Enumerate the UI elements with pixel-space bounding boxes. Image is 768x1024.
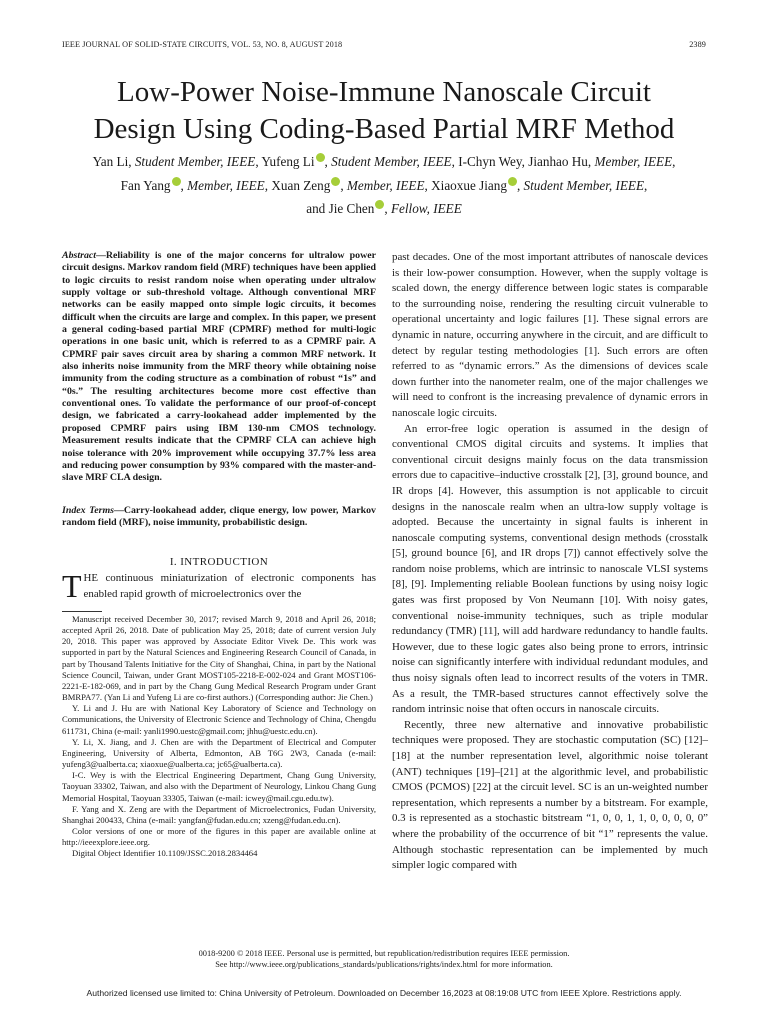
index-terms-label: Index Terms	[62, 505, 114, 516]
orcid-icon[interactable]	[172, 177, 181, 186]
abstract	[62, 250, 376, 485]
author-role: Student Member, IEEE	[134, 154, 256, 169]
orcid-icon[interactable]	[331, 177, 340, 186]
copyright-line: 0018-9200 © 2018 IEEE. Personal use is permitted, but republication/redistribution requires IEEE permission.	[198, 949, 570, 958]
abstract-label: Abstract	[62, 250, 97, 261]
title-line-2: Design Using Coding-Based Partial MRF Method	[93, 113, 675, 145]
orcid-icon[interactable]	[375, 200, 384, 209]
right-column	[392, 250, 708, 874]
download-notice: Authorized licensed use limited to: China University of Petroleum. Downloaded on December 16,2023 at 08:19:08 UTC from IEEE Xplore. Restrictions apply.	[86, 988, 682, 998]
footnotes	[62, 614, 376, 859]
rights-link[interactable]: See http://www.ieee.org/publications_standards/publications/rights/index.html for more information.	[215, 960, 553, 969]
orcid-icon[interactable]	[508, 177, 517, 186]
author-role: Member, IEEE	[594, 154, 673, 169]
abstract-text: —Reliability is one of the major concerns for ultralow power circuit designs. Markov random field (MRF) techniques have been applied to logic circuits to resist random noise when operating under ultralow supply voltage or sub-threshold voltage. Although conventional MRF networks can be easily mapped onto simple logic circuits, it becomes difficult when the circuits are large and complex. In this paper, we present a general coding-based partial MRF (CPMRF) method for multi-logic operations in one basic unit, which is referred to as a CPMRF pair. A CPMRF pair saves circuit area by sharing a common MRF network. It also inherits noise immunity from the MRF theory while obtaining noise immunity from the coding structure as a combination of robust “1s” and “0s.” The resulting architectures become more cost effective than conventional ones. To validate the performance of our proof-of-concept design, we fabricated a carry-lookahead adder implemented by the proposed CPMRF pairs using IBM 130-nm CMOS technology. Measurement results indicate that the CPMRF CLA can achieve high noise tolerance with 20% improvement while occupying 37.7% less area and reducing power consumption by 93% compared with the master-and-slave MRF CLA design.	[62, 250, 376, 484]
title-line-1: Low-Power Noise-Immune Nanoscale Circuit	[117, 76, 651, 108]
journal-info: IEEE JOURNAL OF SOLID-STATE CIRCUITS, VOL. 53, NO. 8, AUGUST 2018	[62, 40, 343, 49]
footnote: Color versions of one or more of the figures in this paper are available online at http://ieeexplore.ieee.org.	[62, 825, 376, 848]
author-list	[40, 150, 728, 221]
author-role: Member, IEEE	[346, 177, 425, 193]
footnote: Manuscript received December 30, 2017; revised March 9, 2018 and April 26, 2018; accepted April 26, 2018. Date of publication May 25, 2018; date of current version July 20, 2018. This paper was approved by Associate Editor Vivek De. This work was supported in part by the Natural Sciences and Engineering Research Council of Canada, in part by Thousand Talents Initiative for the City of Shanghai, China, in part by the National Science Council, Taiwan, under Grant MOST105-2218-E-002-024 and Grant MOST106-2221-E-182-069, and in part by the Chang Gung Medical Research Program under Grant BMRPA77. (Yan Li and Yufeng Li are co-first authors.) (Corresponding author: Jie Chen.)	[62, 614, 376, 703]
footnote: F. Yang and X. Zeng are with the Department of Microelectronics, Fudan University, Shanghai 200433, China (e-mail: yangfan@fudan.edu.cn; xzeng@fudan.edu.cn).	[62, 803, 376, 825]
author-role: Fellow, IEEE	[390, 201, 462, 216]
paper-title	[40, 74, 728, 148]
author-line-3: and Jie Chen , Fellow, IEEE	[306, 201, 462, 216]
author-name: and Jie Chen	[306, 201, 375, 216]
section-heading: I. INTRODUCTION	[169, 556, 269, 568]
body-paragraph: past decades. One of the most important attributes of nanoscale devices is their low-power consumption. However, when the supply voltage is scaled down, the energy difference between logic states is comparable to the surrounding noise, rendering the resulting circuit vulnerable to operational uncertainty and logic failures [1]. These signal errors are dynamic in nature, occurring anywhere in the circuit, and are difficult to detect by regular testing methodologies [1]. Such errors are often referred to as “dynamic errors.” As the dimensions of devices scale down further into the nanometer realm, one of the major challenges we will need to confront is the increasing prevalence of dynamic errors in nanoscale logic circuits.	[392, 251, 708, 419]
running-header	[62, 40, 706, 52]
page-number: 2389	[689, 40, 706, 49]
footnote: Y. Li and J. Hu are with National Key Laboratory of Science and Technology on Communications, the University of Electronic Science and Technology of China, Chengdu 611731, China (e-mail: yanli1990.uestc@gmail.com; jhhu@uestc.edu.cn).	[62, 703, 376, 736]
intro-paragraph	[62, 568, 376, 604]
author-role: Member, IEEE	[187, 177, 265, 193]
copyright-notice	[62, 948, 706, 970]
author-name: Yan Li,	[92, 154, 132, 169]
body-paragraph: An error-free logic operation is assumed in the design of conventional CMOS digital circuits and systems. It implies that conventional circuit designs mainly focus on the data transmission errors due to capacitive–inductive crosstalk [2], [3], ground bounce, and IR drops [4]. However, this assumption is not applicable to circuit designs in the nanoscale realm when an ultra-low supply voltage is adopted. Because the uncertainty in signal faults is inherent in nanoscale computing systems, conventional design methods (crosstalk [5], ground bounce [6], and IR drops [7]) cannot effectively solve the random noise problems, which are intrinsic to nanoscale VLSI systems [8], [9]. Implementing reliable Boolean functions by using noisy logic gates was first proposed by Von Neumann [10]. With noisy gates, conventional noise-immunity techniques, such as triple modular redundancy (TMR) [11], will add hardware redundancy to handle faults. However, due to these logic gates also being prone to errors, intrinsic noise can significantly interfere with individual redundant modules, and thus noisy signals often lead to incorrect results of the voters in TMR. As a result, the TMR-based structures cannot effectively solve the random intrinsic noise that often occurs in nanoscale circuits.	[392, 422, 708, 716]
author-name: I-Chyn Wey, Jianhao Hu,	[458, 154, 592, 169]
author-role: Student Member, IEEE	[523, 177, 645, 193]
author-line-1: Yan Li, Student Member, IEEE, Yufeng Li , Student Member, IEEE, I-Chyn Wey, Jianhao Hu, Member, IEEE,	[92, 154, 676, 169]
author-name: Fan Yang	[120, 177, 171, 193]
orcid-icon[interactable]	[316, 153, 325, 162]
author-role: Student Member, IEEE	[331, 154, 452, 169]
author-line-2: Fan Yang , Member, IEEE, Xuan Zeng , Member, IEEE, Xiaoxue Jiang , Student Member, IEEE,	[120, 177, 648, 193]
body-paragraph: Recently, three new alternative and innovative probabilistic techniques were proposed. They are stochastic computation (SC) [12]–[18] at the number representation level, algorithmic noise tolerant (ANT) techniques [19]–[21] at the algorithmic level, and probabilistic CMOS (PCMOS) [22] at the circuit level. SC is an un-weighted number representation, which represents a number by a bitstream. For example, 0.3 is represented as a stochastic bitstream “1, 0, 0, 1, 1, 0, 0, 0, 0, 0” where the probability of the occurrence of bit “1” represents the value. Although stochastic representation can be implemented by much simpler logic compared with	[392, 718, 708, 872]
author-name: Xuan Zeng	[271, 177, 331, 193]
index-terms-text: —Carry-lookahead adder, clique energy, low power, Markov random field (MRF), noise immunity, probabilistic design.	[62, 505, 376, 529]
footnote: I-C. Wey is with the Electrical Engineering Department, Chang Gung University, Taoyuan 33302, Taiwan, and also with the Department of Neurology, Linkou Chang Gung Memorial Hospital, Taoyuan 33305, Taiwan (e-mail: icwey@mail.cgu.edu.tw).	[62, 770, 376, 803]
footnote-divider	[62, 611, 102, 612]
footnote-doi: Digital Object Identifier 10.1109/JSSC.2018.2834464	[72, 848, 258, 859]
index-terms	[62, 505, 376, 530]
footnote: Y. Li, X. Jiang, and J. Chen are with the Department of Electrical and Computer Engineering, University of Alberta, Edmonton, AB T6G 2W3, Canada (e-mail: yufeng3@ualberta.ca; xiaoxue@ualberta.ca; jc65@ualberta.ca).	[62, 736, 376, 770]
intro-text: HE continuous miniaturization of electronic components has enabled rapid growth of microelectronics over the	[83, 572, 376, 600]
author-name: Yufeng Li	[261, 154, 315, 169]
drop-cap: T	[62, 568, 82, 604]
author-name: Xiaoxue Jiang	[431, 177, 507, 193]
